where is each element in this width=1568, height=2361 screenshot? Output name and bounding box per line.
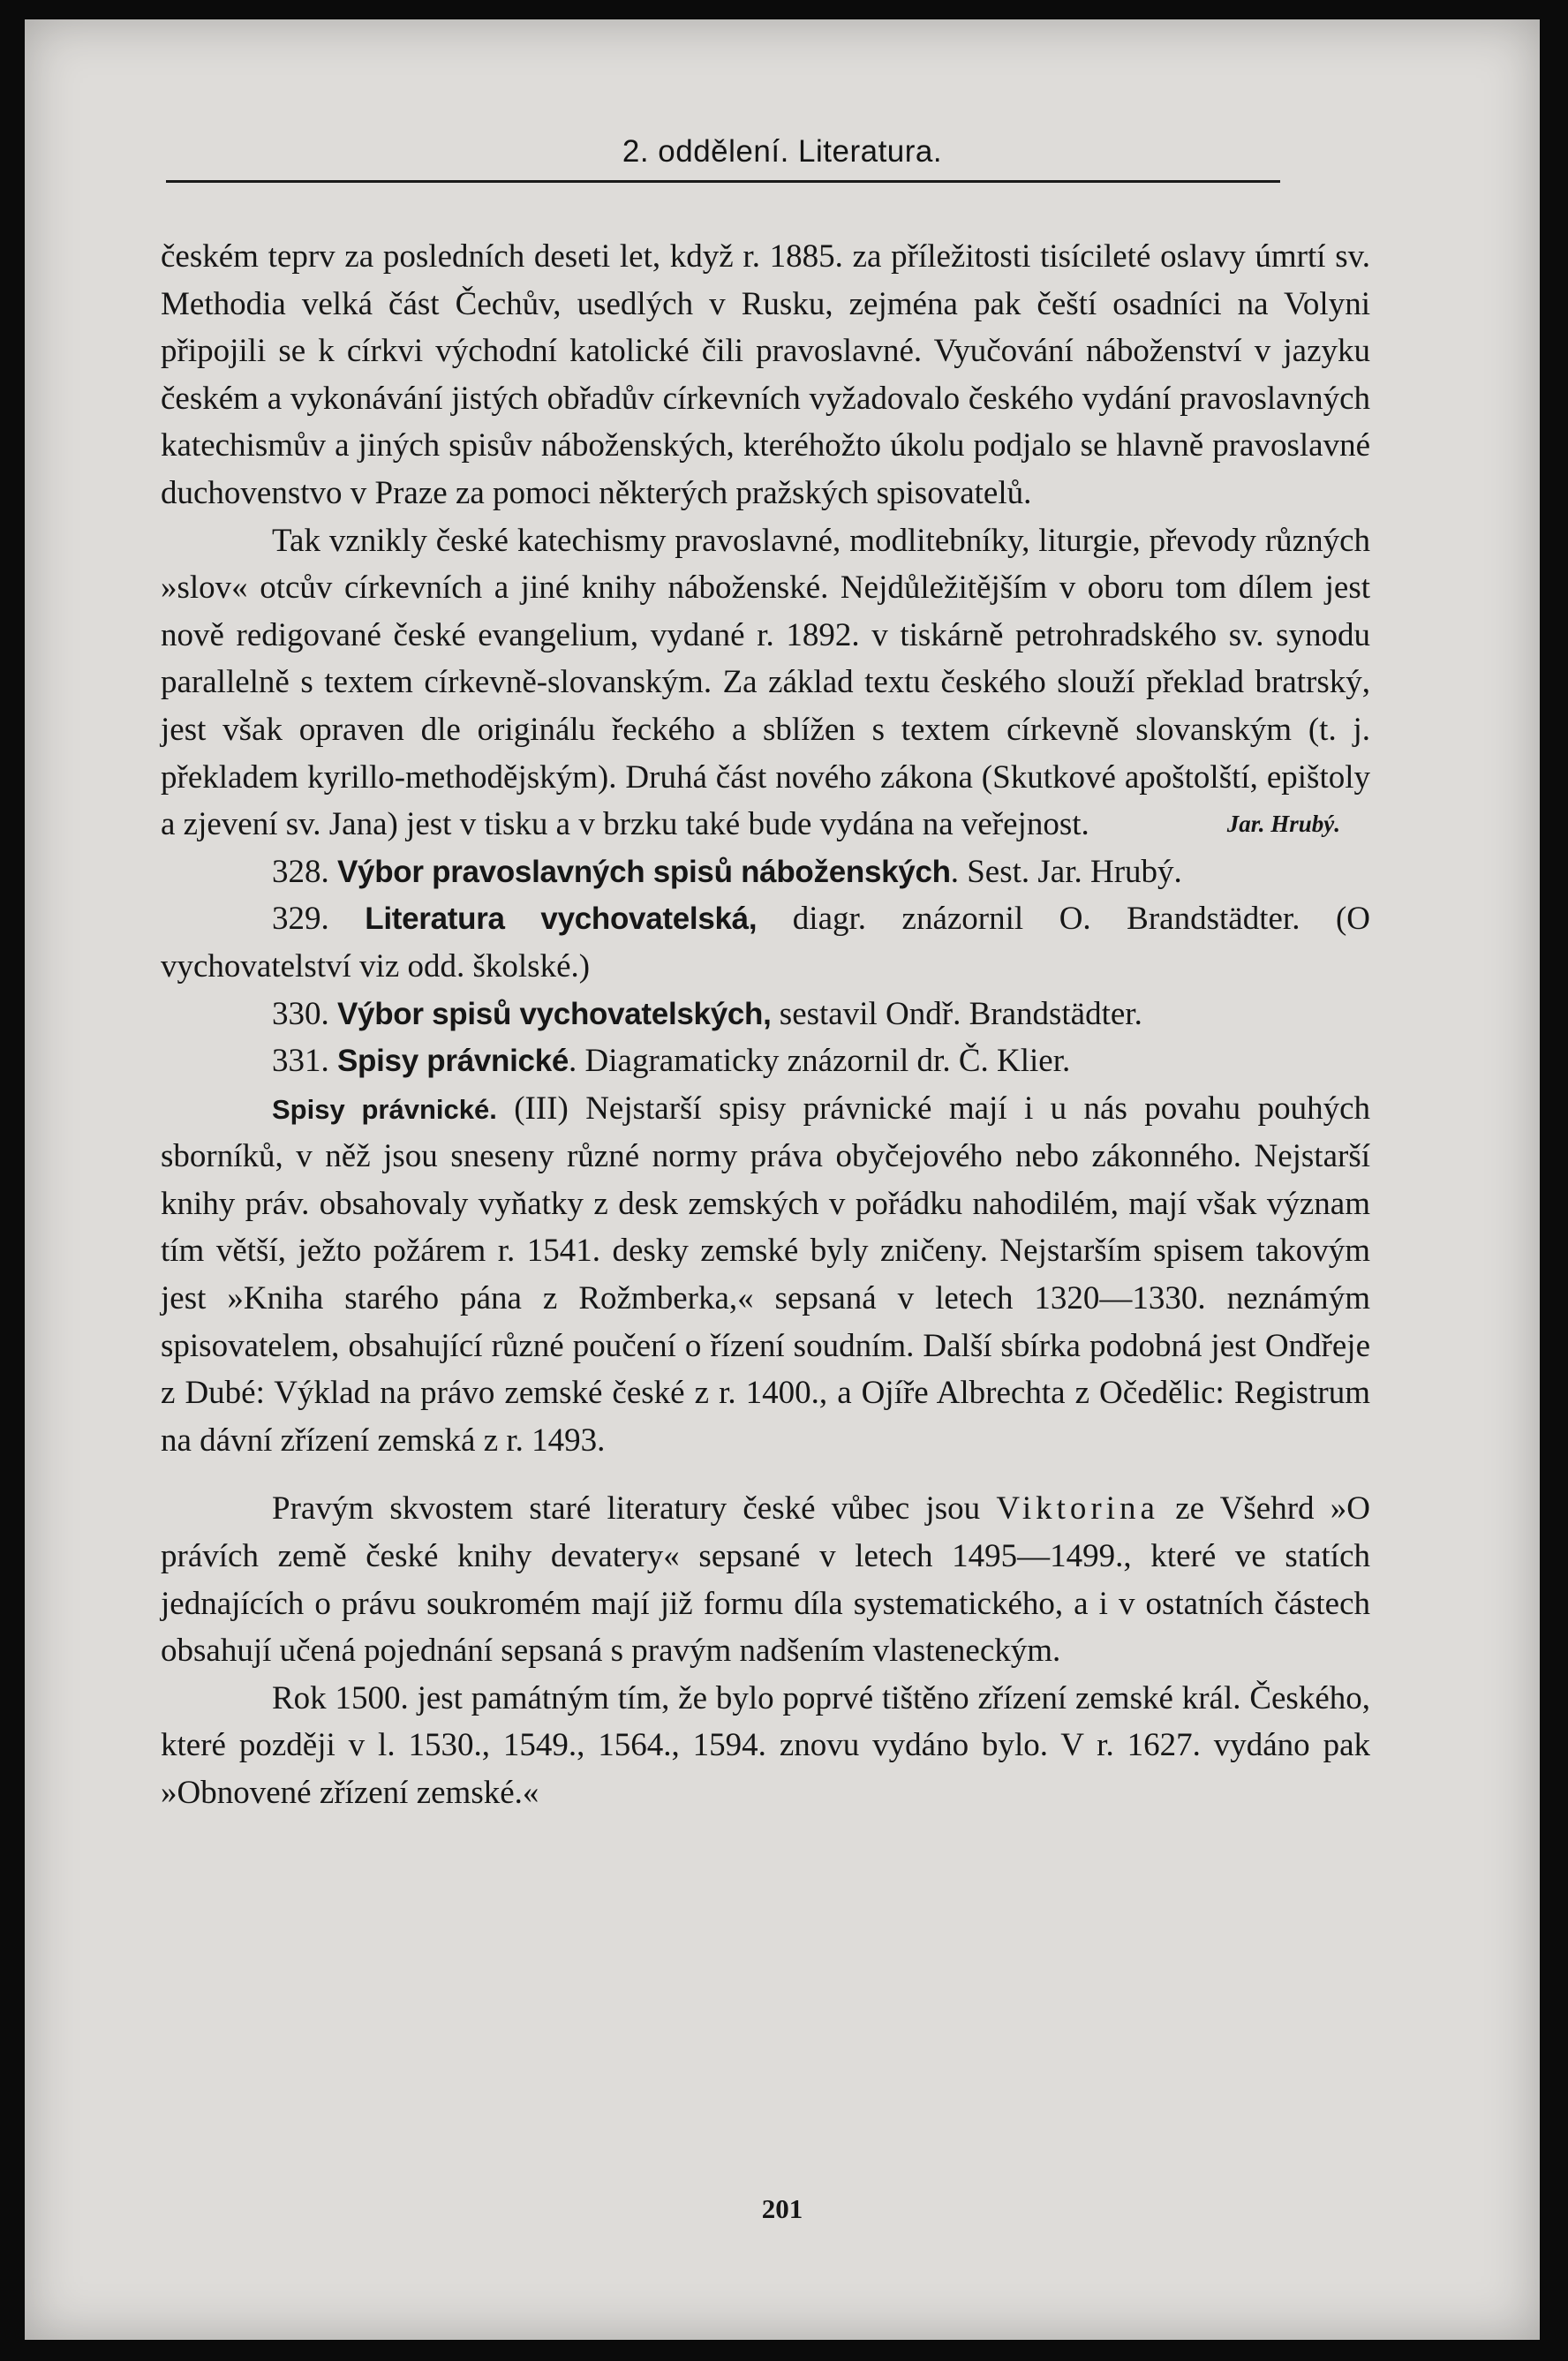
body-text — [161, 233, 1370, 1817]
entry-text: diagr. znázornil O. Brandstädter. (O vychovatelství viz odd. školské.) — [161, 901, 1371, 984]
paragraph-viktorin — [161, 1485, 1370, 1674]
entry-number: 331. — [272, 1043, 329, 1080]
entry-title: Spisy právnické — [337, 1044, 569, 1079]
entry-329 — [161, 895, 1370, 990]
running-header: 2. oddělení. Literatura. — [622, 134, 943, 169]
entry-328 — [161, 849, 1370, 896]
page — [25, 19, 1540, 2340]
header-rule — [166, 180, 1280, 183]
entry-331 — [161, 1037, 1370, 1085]
viktorin-name: Viktorina — [996, 1490, 1159, 1527]
entry-title: Literatura vychovatelská, — [365, 901, 758, 937]
paragraph-text: Tak vznikly české katechismy pravoslavné, modlitebníky, liturgie, převody různých »slov« otcův církevních a jiné knihy náboženské. Nejdůležitějším v oboru tom dílem jest nově redigované české evangelium, vydané r. 1892. v tiskárně petrohradského sv. synodu parallelně s textem církevně-slovanským. Za základ textu českého slouží překlad bratrský, jest však opraven dle originálu řeckého a sblížen s textem církevně slovanským (t. j. překladem kyrillo-methodějským). Druhá část nového zákona (Skutkové apoštolští, epištoly a zjevení sv. Jana) jest v tisku a v brzku také bude vydána na veřejnost. — [161, 522, 1370, 843]
paragraph-rok-1500: Rok 1500. jest památným tím, že bylo poprvé tištěno zřízení zemské král. Českého, které později v l. 1530., 1549., 1564., 1594. znovu vydáno bylo. V r. 1627. vydáno pak »Obnovené zřízení zemské.« — [161, 1679, 1370, 1811]
paragraph-continuation: českém teprv za posledních deseti let, když r. 1885. za příležitosti tisícileté oslavy úmrtí sv. Methodia velká část Čechův, usedlých v Rusku, zejména pak čeští osadníci na Volyni připojili se k církvi východní katolické čili pravoslavné. Vyučování náboženství v jazyku českém a vykonávání jistých obřadův církevních vyžadovalo českého vydání pravoslavných katechismův a jiných spisův náboženských, kteréhožto úkolu podjalo se hlavně pravoslavné duchovenstvo v Praze za pomoci některých pražských spisovatelů. — [161, 238, 1370, 511]
entry-number: 329. — [272, 901, 329, 938]
spisy-text: (III) Nejstarší spisy právnické mají i u nás povahu pouhých sborníků, v něž jsou sneseny různé normy práva obyčejového nebo zákonného. Nejstarší knihy práv. obsahovaly vyňatky z desk zemských v pořádku nahodilém, mají však význam tím větší, ježto požárem r. 1541. desky zemské byly zničeny. Nejstarším spisem takovým jest »Kniha starého pána z Rožmberka,« sepsaná v letech 1320—1330. neznámým spisovatelem, obsahující různé poučení o řízení soudním. Další sbírka podobná jest Ondřeje z Dubé: Výklad na právo zemské české z r. 1400., a Ojíře Albrechta z Očedělic: Registrum na dávní zřízení zemská z r. 1493. — [161, 1090, 1370, 1459]
paragraph-spisy — [161, 1085, 1370, 1465]
entry-text: . Sest. Jar. Hrubý. — [950, 853, 1182, 890]
spisy-lead: Spisy právnické. — [272, 1093, 497, 1125]
entry-number: 328. — [272, 853, 329, 890]
entry-title: Výbor spisů vychovatelských, — [337, 996, 772, 1031]
viktorin-after: ze Všehrd »O právích země české knihy devatery« sepsané v letech 1495—1499., které ve statích jednajících o právu soukromém mají již formu díla systematického, a i v ostatních částech obsahují učená pojednání sepsaná s pravým nadšením vlasteneckým. — [161, 1490, 1370, 1670]
entry-330 — [161, 991, 1370, 1038]
entry-text: sestavil Ondř. Brandstädter. — [771, 995, 1142, 1032]
entry-number: 330. — [272, 995, 329, 1032]
entry-text: . Diagramaticky znázornil dr. Č. Klier. — [569, 1043, 1071, 1080]
paragraph-katechismy — [161, 517, 1370, 849]
author-signature: Jar. Hrubý. — [1226, 811, 1340, 838]
viktorin-before: Pravým skvostem staré literatury české vůbec jsou — [272, 1490, 997, 1527]
entry-title: Výbor pravoslavných spisů náboženských — [337, 854, 951, 889]
page-number: 201 — [761, 2193, 803, 2224]
